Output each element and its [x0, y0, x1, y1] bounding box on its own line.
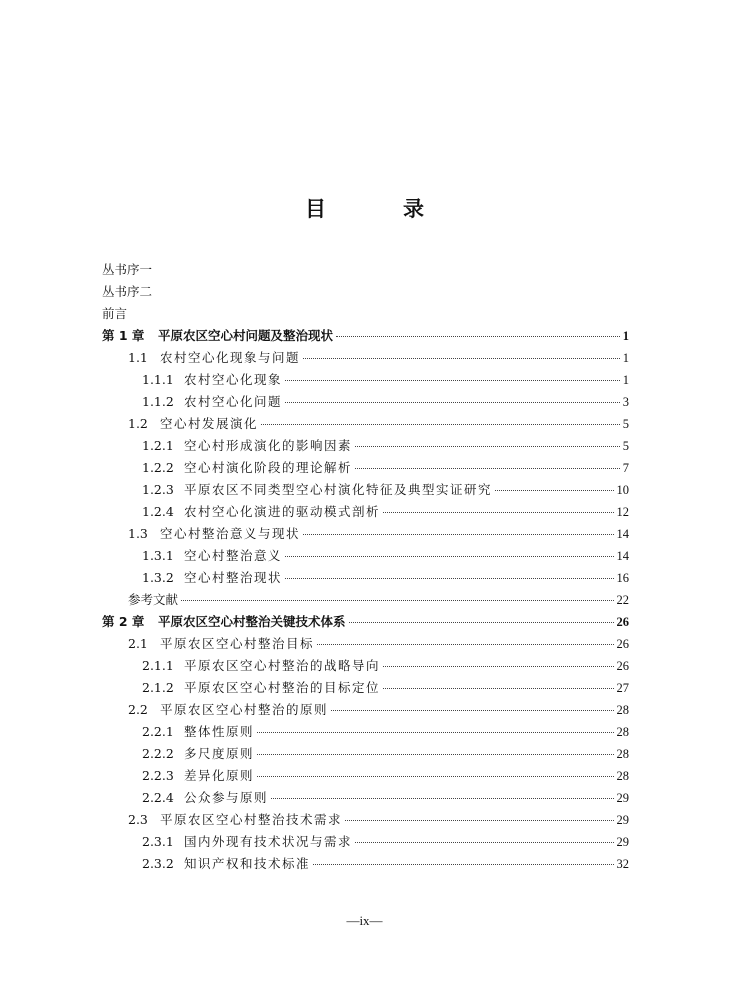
dot-leader — [257, 732, 613, 733]
toc-entry-page: 5 — [622, 439, 629, 453]
toc-entry-number: 2.1.2 — [142, 680, 174, 695]
toc-front-label: 丛书序一 — [102, 262, 153, 277]
toc-entry-title: 差异化原则 — [184, 768, 255, 783]
toc-entry-title: 空心村演化阶段的理论解析 — [184, 460, 353, 475]
toc-entry-title: 农村空心化问题 — [184, 394, 283, 409]
toc-entry-title: 空心村整治意义与现状 — [160, 526, 301, 541]
toc-entry — [102, 854, 629, 876]
toc-entry — [102, 348, 629, 370]
toc-entry-number: 第 2 章 — [102, 614, 145, 629]
toc-entry-number: 1.2.3 — [142, 482, 174, 497]
toc-entry-title: 国内外现有技术状况与需求 — [184, 834, 353, 849]
toc-entries — [102, 326, 629, 876]
toc-entry — [102, 326, 629, 348]
dot-leader — [257, 754, 613, 755]
toc-entry — [102, 678, 629, 700]
toc-entry-page: 1 — [622, 351, 629, 365]
toc-front-item — [102, 260, 629, 282]
toc-entry-title: 农村空心化现象 — [184, 372, 283, 387]
toc-entry — [102, 810, 629, 832]
dot-leader — [331, 710, 613, 711]
toc-entry — [102, 414, 629, 436]
dot-leader — [355, 842, 613, 843]
toc-entry-title: 空心村整治现状 — [184, 570, 283, 585]
toc-entry-number: 1.2 — [128, 416, 148, 431]
toc-front-label: 前言 — [102, 306, 128, 321]
toc-entry-page: 1 — [622, 373, 629, 387]
toc-entry-number: 2.2 — [128, 702, 148, 717]
toc-entry-page: 32 — [616, 857, 629, 871]
toc-entry-page: 1 — [622, 329, 629, 343]
toc-entry-page: 29 — [616, 835, 629, 849]
toc-entry-title: 空心村形成演化的影响因素 — [184, 438, 353, 453]
toc-entry-title: 农村空心化演进的驱动模式剖析 — [184, 504, 381, 519]
dot-leader — [285, 402, 620, 403]
toc-entry — [102, 502, 629, 524]
dot-leader — [383, 666, 613, 667]
toc-entry — [102, 788, 629, 810]
toc-entry — [102, 480, 629, 502]
toc-entry-page: 12 — [616, 505, 629, 519]
dot-leader — [285, 380, 620, 381]
toc-entry-number: 1.3.1 — [142, 548, 174, 563]
toc-entry-number: 1.2.4 — [142, 504, 174, 519]
toc-entry-number: 2.3 — [128, 812, 148, 827]
toc-front-label: 丛书序二 — [102, 284, 153, 299]
toc-entry-page: 29 — [616, 813, 629, 827]
dot-leader — [355, 446, 620, 447]
toc-entry-number: 1.3.2 — [142, 570, 174, 585]
toc-entry-number: 2.3.1 — [142, 834, 174, 849]
toc-entry-page: 7 — [622, 461, 629, 475]
toc-entry-page: 26 — [616, 615, 629, 629]
toc-entry-page: 22 — [616, 593, 629, 607]
toc-entry-title: 平原农区空心村整治关键技术体系 — [158, 614, 346, 629]
toc-entry-page: 26 — [616, 659, 629, 673]
toc-entry-number: 1.3 — [128, 526, 148, 541]
toc-entry-number: 2.2.4 — [142, 790, 174, 805]
toc-entry — [102, 524, 629, 546]
toc-entry-page: 28 — [616, 703, 629, 717]
dot-leader — [383, 512, 613, 513]
toc-entry-title: 知识产权和技术标准 — [184, 856, 311, 871]
toc-entry-page: 14 — [616, 527, 629, 541]
toc-entry — [102, 546, 629, 568]
dot-leader — [181, 600, 613, 601]
toc-entry-title: 公众参与原则 — [184, 790, 269, 805]
toc-entry — [102, 436, 629, 458]
toc-entry-page: 28 — [616, 769, 629, 783]
dot-leader — [355, 468, 620, 469]
dot-leader — [285, 578, 613, 579]
dot-leader — [285, 556, 613, 557]
dot-leader — [349, 622, 614, 623]
page-number-footer: —ix— — [346, 913, 383, 928]
dot-leader — [271, 798, 613, 799]
toc-entry-number: 2.1.1 — [142, 658, 174, 673]
dot-leader — [257, 776, 613, 777]
toc-entry-title: 平原农区空心村整治的战略导向 — [184, 658, 381, 673]
toc-front-item — [102, 304, 629, 326]
dot-leader — [345, 820, 613, 821]
toc-entry-number: 第 1 章 — [102, 328, 145, 343]
toc-entry-page: 16 — [616, 571, 629, 585]
toc-entry-page: 26 — [616, 637, 629, 651]
toc-entry-page: 28 — [616, 725, 629, 739]
toc-entry-number: 2.2.1 — [142, 724, 174, 739]
toc-entry-title: 平原农区空心村整治技术需求 — [160, 812, 343, 827]
toc-entry — [102, 590, 629, 612]
dot-leader — [383, 688, 613, 689]
dot-leader — [313, 864, 613, 865]
toc-entry-title: 平原农区不同类型空心村演化特征及典型实证研究 — [184, 482, 493, 497]
toc-entry — [102, 700, 629, 722]
toc-entry — [102, 458, 629, 480]
toc-entry — [102, 722, 629, 744]
toc-entry — [102, 634, 629, 656]
toc-entry — [102, 766, 629, 788]
toc-front-item — [102, 282, 629, 304]
toc-entry — [102, 832, 629, 854]
toc-entry-page: 3 — [622, 395, 629, 409]
toc-entry-title: 平原农区空心村整治的目标定位 — [184, 680, 381, 695]
toc-entry-number: 2.3.2 — [142, 856, 174, 871]
toc-entry-number: 2.1 — [128, 636, 148, 651]
toc-entry-title: 空心村整治意义 — [184, 548, 283, 563]
toc-entry-number: 1.2.2 — [142, 460, 174, 475]
toc-entry-page: 10 — [616, 483, 629, 497]
toc-entry-number: 1.1.1 — [142, 372, 174, 387]
toc-entry-title: 整体性原则 — [184, 724, 255, 739]
toc-entry-page: 14 — [616, 549, 629, 563]
toc-entry-title: 平原农区空心村问题及整治现状 — [158, 328, 334, 343]
dot-leader — [495, 490, 613, 491]
toc-entry — [102, 370, 629, 392]
toc-entry-page: 29 — [616, 791, 629, 805]
dot-leader — [303, 534, 613, 535]
dot-leader — [303, 358, 620, 359]
toc-entry-page: 27 — [616, 681, 629, 695]
toc-entry — [102, 612, 629, 634]
page-title: 目 录 — [305, 196, 452, 221]
toc-entry-number: 1.2.1 — [142, 438, 174, 453]
toc-entry-title: 多尺度原则 — [184, 746, 255, 761]
toc-entry-page: 5 — [622, 417, 629, 431]
dot-leader — [261, 424, 620, 425]
toc-entry-title: 平原农区空心村整治目标 — [160, 636, 315, 651]
toc-entry-title: 农村空心化现象与问题 — [160, 350, 301, 365]
toc-entry-title: 平原农区空心村整治的原则 — [160, 702, 329, 717]
toc-entry-page: 28 — [616, 747, 629, 761]
table-of-contents — [102, 260, 629, 876]
toc-entry — [102, 656, 629, 678]
toc-entry-title: 参考文献 — [128, 592, 179, 607]
toc-entry-title: 空心村发展演化 — [160, 416, 259, 431]
toc-entry-number: 1.1.2 — [142, 394, 174, 409]
toc-entry-number: 2.2.3 — [142, 768, 174, 783]
toc-entry — [102, 392, 629, 414]
toc-entry — [102, 568, 629, 590]
dot-leader — [336, 336, 620, 337]
dot-leader — [317, 644, 613, 645]
toc-entry-number: 2.2.2 — [142, 746, 174, 761]
toc-entry — [102, 744, 629, 766]
toc-entry-number: 1.1 — [128, 350, 148, 365]
